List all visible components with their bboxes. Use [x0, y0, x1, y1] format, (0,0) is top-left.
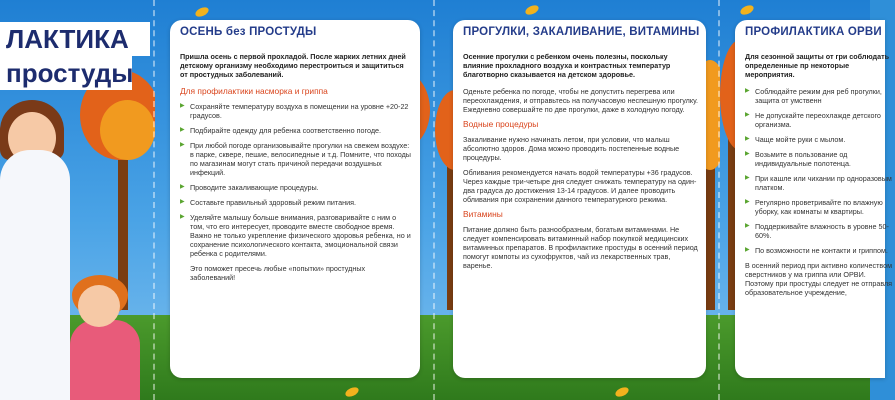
section-subtitle: Для профилактики насморка и гриппа	[180, 86, 328, 96]
hero-title-line2: простуды	[0, 56, 132, 90]
card-arvi-prevention	[735, 20, 893, 378]
lead-paragraph: Осенние прогулки с ребенком очень полезны, поскольку влияние прохладного воздуха и контрастных температур благотворно сказывается на детском здоровье.	[463, 52, 671, 79]
card-title: ОСЕНЬ без ПРОСТУДЫ	[180, 26, 317, 38]
hero-title	[0, 22, 150, 90]
paragraph: Питание должно быть разнообразным, богатым витаминами. Не следует компенсировать витаминный набор покупкой медицинских витаминных препаратов. В профилактике простуды в осенний период помогут компоты из сухофруктов, чай из лекарственных трав, варенье.	[463, 225, 698, 270]
lead-paragraph: Пришла осень с первой прохладой. После жарких летних дней детскому организму необходимо перестроиться и защититься от простудных заболеваний.	[180, 52, 406, 79]
list-item: ▶ Чаще мойте руки с мылом.	[745, 135, 895, 144]
list-item: ▶ Проводите закаливающие процедуры.	[180, 183, 412, 192]
paragraph: Оденьте ребенка по погоде, чтобы не допустить перегрева или переохлаждения, и отправьтесь на получасовую неспешную прогулку. Ежедневно совершайте по две прогулки, даже в холодную погоду.	[463, 87, 698, 114]
list-item: ▶ Сохраняйте температуру воздуха в помещении на уровне +20-22 градусов.	[180, 102, 412, 120]
list-item: ▶ Не допускайте переохлажде детского организма.	[745, 111, 895, 129]
section-subtitle: Витамины	[463, 209, 503, 219]
closing-text: Это поможет пресечь любые «попытки» простудных заболеваний!	[190, 264, 366, 282]
hero-title-line1: ЛАКТИКА	[0, 22, 150, 56]
card-autumn-without-cold	[170, 20, 420, 378]
list-item: ▶ Уделяйте малышу больше внимания, разговаривайте с ним о том, что его интересует, проводите вместе свободное время. Важно не только укрепление физического здоровья ребенка, но и сохранение психологического контакта, эмоциональной связи ребенка с родителями.	[180, 213, 412, 258]
list-item: ▶ При кашле или чихании пр одноразовым платком.	[745, 174, 895, 192]
list-item: ▶ Соблюдайте режим дня реб прогулки, защита от умственн	[745, 87, 895, 105]
paragraph: Закаливание нужно начинать летом, при условии, что малыш абсолютно здоров. Дома можно проводить постепенные водные процедуры.	[463, 135, 680, 162]
section-subtitle: Водные процедуры	[463, 119, 539, 129]
hero-panel	[0, 0, 155, 400]
card-walks-hardening-vitamins	[453, 20, 706, 378]
list-item: ▶ При любой погоде организовывайте прогулки на свежем воздухе: в парке, сквере, пешие, велосипедные и т.д. Помните, что походы по магазинам могут стать причиной передачи воздушных инфекций.	[180, 141, 412, 177]
child-illustration	[70, 320, 140, 400]
list-item: ▶ Возьмите в пользование од индивидуальные полотенца.	[745, 150, 895, 168]
paragraph: Обливания рекомендуется начать водой температуры +36 градусов. Через каждые три-четыре дня следует снижать температуру на один-два градуса до достижения 13-14 градусов. И далее проводить обливания при сохранении данного температурного режима.	[463, 168, 697, 204]
lead-paragraph: Для сезонной защиты от гри соблюдать определенные пр некоторые мероприятия.	[745, 52, 890, 79]
list-item: ▶ Составьте правильный здоровый режим питания.	[180, 198, 412, 207]
card-title: ПРОГУЛКИ, ЗАКАЛИВАНИЕ, ВИТАМИНЫ	[463, 26, 700, 38]
list-item: ▶ Регулярно проветривайте по влажную уборку, как комнаты м квартиры.	[745, 198, 895, 216]
list-item: ▶ По возможности не контакти и гриппом.	[745, 246, 895, 255]
list-item: ▶ Поддерживайте влажность в уровне 50-60%.	[745, 222, 895, 240]
card-title: ПРОФИЛАКТИКА ОРВИ	[745, 26, 882, 38]
closing-text: В осенний период при активно количеством сверстников у ма гриппа или ОРВИ. Поэтому при простуды следует не отправля образовательное учреждение,	[745, 261, 893, 297]
list-item: ▶ Подбирайте одежду для ребенка соответственно погоде.	[180, 126, 412, 135]
